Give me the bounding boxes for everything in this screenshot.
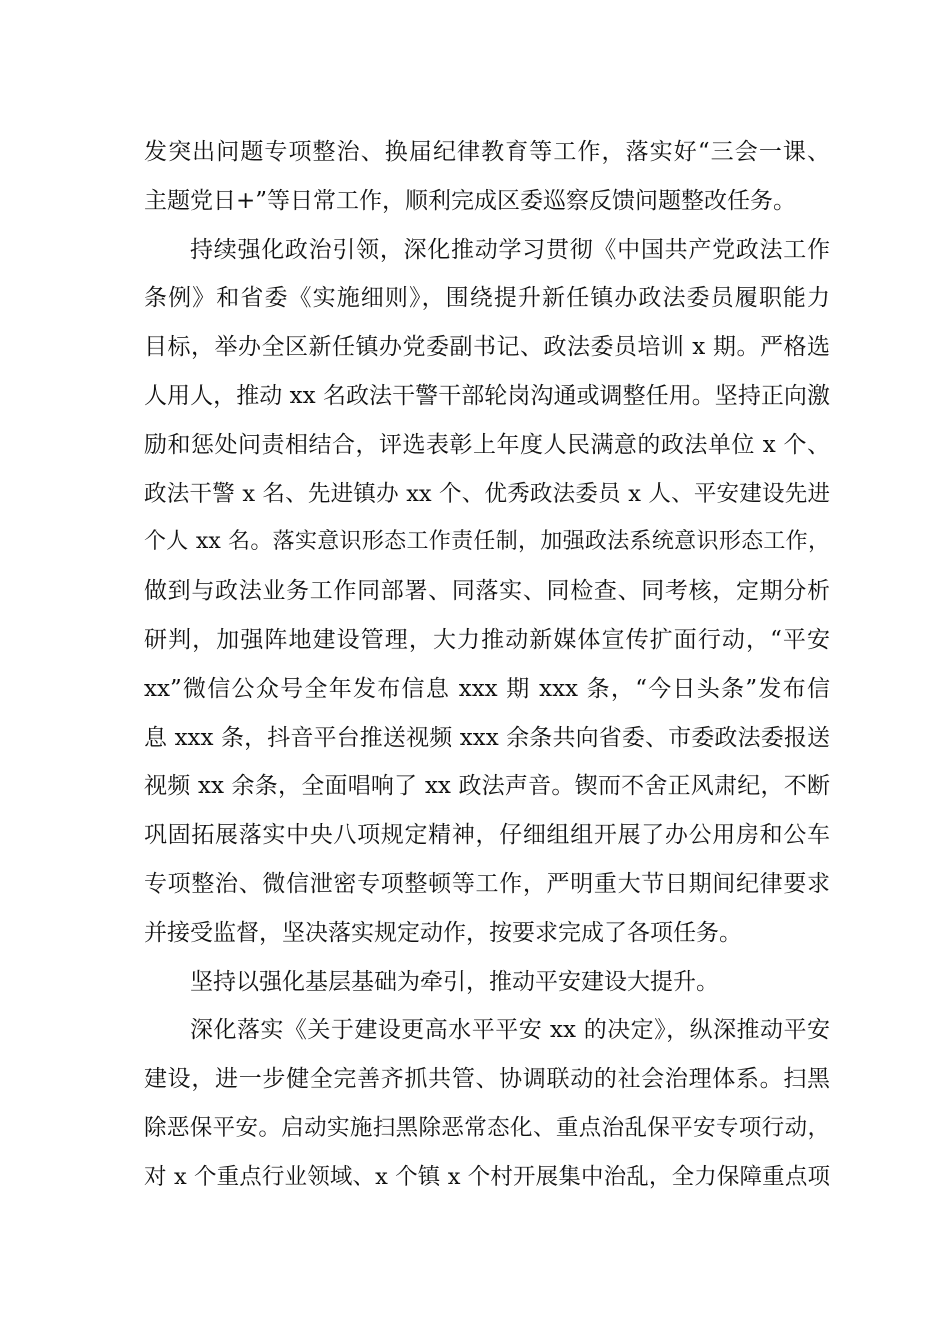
text-line: 视频 xx 余条，全面唱响了 xx 政法声音。锲而不舍正风肃纪，不断 xyxy=(144,773,830,800)
text-line: 目标，举办全区新任镇办党委副书记、政法委员培训 x 期。严格选 xyxy=(144,334,830,361)
text-line: 政法干警 x 名、先进镇办 xx 个、优秀政法委员 x 人、平安建设先进 xyxy=(144,480,830,507)
text-line: 坚持以强化基层基础为牵引，推动平安建设大提升。 xyxy=(190,968,719,995)
text-line: 并接受监督，坚决落实规定动作，按要求完成了各项任务。 xyxy=(144,919,742,946)
text-line: 建设，进一步健全完善齐抓共管、协调联动的社会治理体系。扫黑 xyxy=(144,1066,830,1093)
text-line: 主题党日+”等日常工作，顺利完成区委巡察反馈问题整改任务。 xyxy=(144,187,797,214)
text-line: 除恶保平安。启动实施扫黑除恶常态化、重点治乱保平安专项行动， xyxy=(144,1114,830,1141)
text-line: 巩固拓展落实中央八项规定精神，仔细组组开展了办公用房和公车 xyxy=(144,822,830,849)
text-line: 息 xxx 条，抖音平台推送视频 xxx 余条共向省委、市委政法委报送 xyxy=(144,724,830,751)
text-line: 人用人，推动 xx 名政法干警干部轮岗沟通或调整任用。坚持正向激 xyxy=(144,382,830,409)
text-line: xx”微信公众号全年发布信息 xxx 期 xxx 条，“今日头条”发布信 xyxy=(144,675,830,702)
text-line: 发突出问题专项整治、换届纪律教育等工作，落实好“三会一课、 xyxy=(144,139,830,165)
text-line: 条例》和省委《实施细则》，围绕提升新任镇办政法委员履职能力 xyxy=(144,285,830,312)
text-line: 做到与政法业务工作同部署、同落实、同检查、同考核，定期分析 xyxy=(144,578,830,605)
text-line: 研判，加强阵地建设管理，大力推动新媒体宣传扩面行动，“平安 xyxy=(144,626,830,653)
text-line: 深化落实《关于建设更高水平平安 xx 的决定》，纵深推动平安 xyxy=(190,1017,830,1044)
text-line: 持续强化政治引领，深化推动学习贯彻《中国共产党政法工作 xyxy=(190,236,830,263)
text-line: 个人 xx 名。落实意识形态工作责任制，加强政法系统意识形态工作， xyxy=(144,529,830,555)
text-line: 励和惩处问责相结合，评选表彰上年度人民满意的政法单位 x 个、 xyxy=(144,431,830,458)
document-body xyxy=(144,128,830,1202)
text-line: 对 x 个重点行业领域、x 个镇 x 个村开展集中治乱，全力保障重点项 xyxy=(144,1163,830,1190)
text-line: 专项整治、微信泄密专项整顿等工作，严明重大节日期间纪律要求 xyxy=(144,870,830,897)
